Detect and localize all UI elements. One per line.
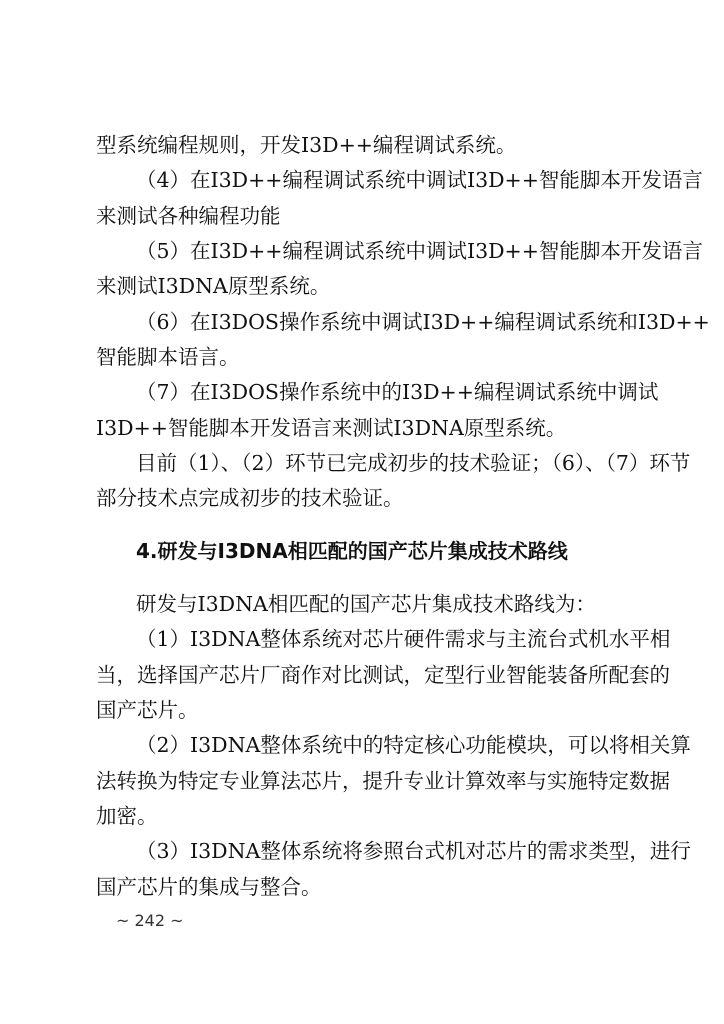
text-line: 加密。 xyxy=(96,804,158,828)
text-line: I3D++智能脚本开发语言来测试I3DNA原型系统。 xyxy=(96,416,567,440)
text-line: 型系统编程规则，开发I3D++编程调试系统。 xyxy=(96,133,517,157)
text-line: 国产芯片。 xyxy=(96,698,199,722)
page-number: ~ 242 ~ xyxy=(116,911,184,930)
text-line: 国产芯片的集成与整合。 xyxy=(96,875,322,899)
text-line: 来测试各种编程功能 xyxy=(96,204,281,228)
text-line: （1）I3DNA整体系统对芯片硬件需求与主流台式机水平相 xyxy=(136,627,671,651)
section-heading: 4.研发与I3DNA相匹配的国产芯片集成技术路线 xyxy=(136,539,568,563)
text-line: （4）在I3D++编程调试系统中调试I3D++智能脚本开发语言 xyxy=(136,168,703,192)
text-line: （6）在I3DOS操作系统中调试I3D++编程调试系统和I3D++ xyxy=(136,310,710,334)
text-line: （3）I3DNA整体系统将参照台式机对芯片的需求类型，进行 xyxy=(136,839,691,863)
text-line: （5）在I3D++编程调试系统中调试I3D++智能脚本开发语言 xyxy=(136,239,703,263)
text-line: 法转换为特定专业算法芯片，提升专业计算效率与实施特定数据 xyxy=(96,769,670,793)
text-line: 当，选择国产芯片厂商作对比测试，定型行业智能装备所配套的 xyxy=(96,663,670,687)
text-line: 部分技术点完成初步的技术验证。 xyxy=(96,486,404,510)
text-line: 目前（1）、（2）环节已完成初步的技术验证；（6）、（7）环节 xyxy=(136,451,691,475)
text-line: 研发与I3DNA相匹配的国产芯片集成技术路线为： xyxy=(136,592,596,616)
text-line: （2）I3DNA整体系统中的特定核心功能模块，可以将相关算 xyxy=(136,733,691,757)
text-line: （7）在I3DOS操作系统中的I3D++编程调试系统中调试 xyxy=(136,380,659,404)
text-line: 来测试I3DNA原型系统。 xyxy=(96,274,331,298)
text-line: 智能脚本语言。 xyxy=(96,345,240,369)
